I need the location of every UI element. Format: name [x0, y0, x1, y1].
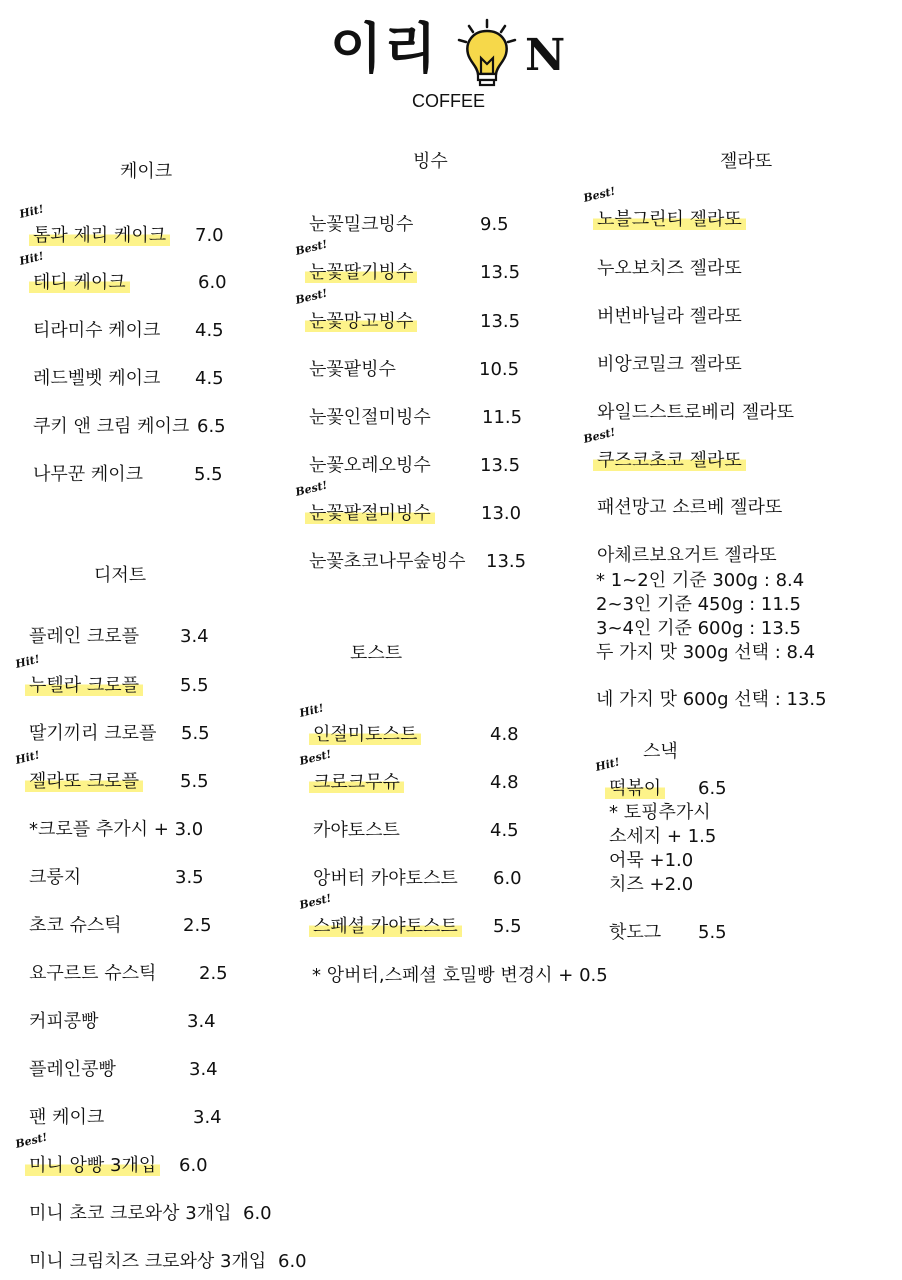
hit-badge: Hit! [594, 755, 621, 774]
menu-item-name: 티라미수 케이크 [33, 320, 161, 341]
menu-item-name: 누텔라 크로플 [25, 673, 143, 699]
menu-item-price: 5.5 [493, 916, 522, 937]
menu-item-price: 13.5 [480, 262, 521, 283]
menu-item-price: 10.5 [479, 359, 520, 380]
menu-item-name: 커피콩빵 [29, 1011, 99, 1032]
menu-item-name: 젤라또 크로플 [25, 769, 143, 795]
menu-item-name: 눈꽃딸기빙수 [305, 260, 417, 286]
menu-item-price: 4.8 [490, 772, 519, 793]
hit-badge: Hit! [298, 701, 325, 720]
menu-item-name: 눈꽃망고빙수 [305, 309, 417, 335]
gelato-price-line: 2~3인 기준 450g : 11.5 [596, 594, 801, 615]
menu-item-price: 13.5 [486, 551, 527, 572]
best-badge: Best! [298, 891, 333, 912]
section-title-toast: 토스트 [350, 643, 403, 664]
menu-item-name: 테디 케이크 [29, 270, 130, 296]
menu-item-price: 6.5 [197, 416, 226, 437]
hit-badge: Hit! [18, 249, 45, 268]
menu-item-price: 4.5 [195, 320, 224, 341]
menu-item-price: 13.5 [480, 455, 521, 476]
menu-item-name: 쿠즈코초코 젤라또 [593, 448, 746, 474]
menu-item-price: 5.5 [180, 771, 209, 792]
menu-item-price: 5.5 [194, 464, 223, 485]
menu-item-name: 플레인 크로플 [29, 626, 140, 647]
menu-item-price: 6.0 [493, 868, 522, 889]
menu-item-name: 플레인콩빵 [29, 1059, 116, 1080]
brand-logo-letter: N [525, 30, 566, 81]
menu-item-price: 3.4 [180, 626, 209, 647]
brand-subtitle: COFFEE [412, 91, 486, 111]
menu-item-name: 초코 슈스틱 [29, 915, 122, 936]
menu-item-price: 4.8 [490, 724, 519, 745]
menu-item-price: 3.4 [187, 1011, 216, 1032]
menu-item-name: 카야토스트 [313, 820, 400, 841]
menu-item-price: 5.5 [181, 723, 210, 744]
menu-item-name: 톰과 제리 케이크 [29, 223, 170, 249]
menu-item-name: 누오보치즈 젤라또 [597, 258, 742, 279]
menu-item-name: 눈꽃팥절미빙수 [305, 501, 435, 527]
menu-item-name: 인절미토스트 [309, 722, 421, 748]
menu-item-name: 크룽지 [29, 867, 82, 888]
menu-item-name: 떡볶이 [605, 776, 665, 802]
menu-item-name: 딸기끼리 크로플 [29, 723, 157, 744]
menu-item-price: 11.5 [482, 407, 523, 428]
best-badge: Best! [582, 184, 617, 205]
best-badge: Best! [294, 478, 329, 499]
menu-item-name: 레드벨벳 케이크 [33, 368, 161, 389]
menu-item-price: 5.5 [698, 922, 727, 943]
menu-item-price: 4.5 [490, 820, 519, 841]
hit-badge: Hit! [14, 748, 41, 767]
menu-item-name: 아체르보요거트 젤라또 [597, 545, 777, 566]
gelato-four-flavor-price: 네 가지 맛 600g 선택 : 13.5 [596, 689, 827, 710]
menu-item-price: 3.4 [189, 1059, 218, 1080]
gelato-price-line: 두 가지 맛 300g 선택 : 8.4 [596, 642, 816, 663]
menu-item-name: 쿠키 앤 크림 케이크 [33, 416, 190, 437]
menu-item-name: 눈꽃초코나무숲빙수 [309, 551, 466, 572]
menu-item-name: 팬 케이크 [29, 1107, 105, 1128]
menu-item-price: 2.5 [199, 963, 228, 984]
menu-item-name: *크로플 추가시 + 3.0 [29, 819, 204, 840]
menu-item-price: 3.4 [193, 1107, 222, 1128]
menu-item-name: 와일드스트로베리 젤라또 [597, 402, 794, 423]
hit-badge: Hit! [18, 202, 45, 221]
menu-item-price: 6.0 [179, 1155, 208, 1176]
best-badge: Best! [294, 286, 329, 307]
menu-item [594, 755, 759, 802]
menu-item-price: 9.5 [480, 214, 509, 235]
menu-item-name: 패션망고 소르베 젤라또 [597, 497, 783, 518]
best-badge: Best! [582, 425, 617, 446]
menu-item-price: 4.5 [195, 368, 224, 389]
best-badge: Best! [294, 237, 329, 258]
section-title-bingsu: 빙수 [413, 151, 448, 172]
gelato-price-line: * 1~2인 기준 300g : 8.4 [596, 570, 805, 591]
menu-item-name: 미니 초코 크로와상 3개입 [29, 1203, 232, 1224]
menu-item-price: 5.5 [180, 675, 209, 696]
lightbulb-icon [455, 18, 519, 90]
menu-item-price: 6.5 [698, 778, 727, 799]
section-title-cake: 케이크 [120, 161, 173, 182]
menu-item-name: 버번바닐라 젤라또 [597, 306, 742, 327]
menu-item-price: 6.0 [278, 1251, 307, 1272]
section-title-dessert: 디저트 [94, 565, 147, 586]
topping-item: 치즈 +2.0 [609, 874, 694, 895]
hit-badge: Hit! [14, 652, 41, 671]
brand-logo-text: 이리 [330, 17, 439, 80]
menu-item-name: 미니 크림치즈 크로와상 3개입 [29, 1251, 267, 1272]
menu-item-price: 2.5 [183, 915, 212, 936]
menu-item-name: 눈꽃밀크빙수 [309, 214, 414, 235]
menu-item-name: 눈꽃인절미빙수 [309, 407, 431, 428]
menu-item [609, 920, 759, 946]
best-badge: Best! [14, 1130, 49, 1151]
toast-note: * 앙버터,스페셜 호밀빵 변경시 + 0.5 [312, 965, 608, 986]
menu-item-name: 핫도그 [609, 922, 662, 943]
menu-item-price: 13.5 [480, 311, 521, 332]
menu-item-name: 스페셜 카야토스트 [309, 914, 462, 940]
topping-title: * 토핑추가시 [609, 802, 711, 823]
menu-item-price: 7.0 [195, 225, 224, 246]
menu-item-price: 3.5 [175, 867, 204, 888]
menu-item-name: 비앙코밀크 젤라또 [597, 354, 742, 375]
topping-item: 소세지 + 1.5 [609, 826, 717, 847]
menu-item-name: 미니 앙빵 3개입 [25, 1153, 160, 1179]
gelato-price-line: 3~4인 기준 600g : 13.5 [596, 618, 801, 639]
menu-item-name: 앙버터 카야토스트 [313, 868, 458, 889]
menu-item-name: 눈꽃팥빙수 [309, 359, 396, 380]
menu-item-price: 6.0 [243, 1203, 272, 1224]
menu-item-name: 노블그린티 젤라또 [593, 207, 746, 233]
menu-item-price: 13.0 [481, 503, 522, 524]
menu-item-name: 요구르트 슈스틱 [29, 963, 157, 984]
menu-item-name: 나무꾼 케이크 [33, 464, 144, 485]
section-title-snack: 스낵 [643, 741, 678, 762]
menu-item-price: 6.0 [198, 272, 227, 293]
section-title-gelato: 젤라또 [720, 151, 773, 172]
menu-item-name: 크로크무슈 [309, 770, 404, 796]
best-badge: Best! [298, 747, 333, 768]
topping-item: 어묵 +1.0 [609, 850, 694, 871]
menu-item-name: 눈꽃오레오빙수 [309, 455, 431, 476]
